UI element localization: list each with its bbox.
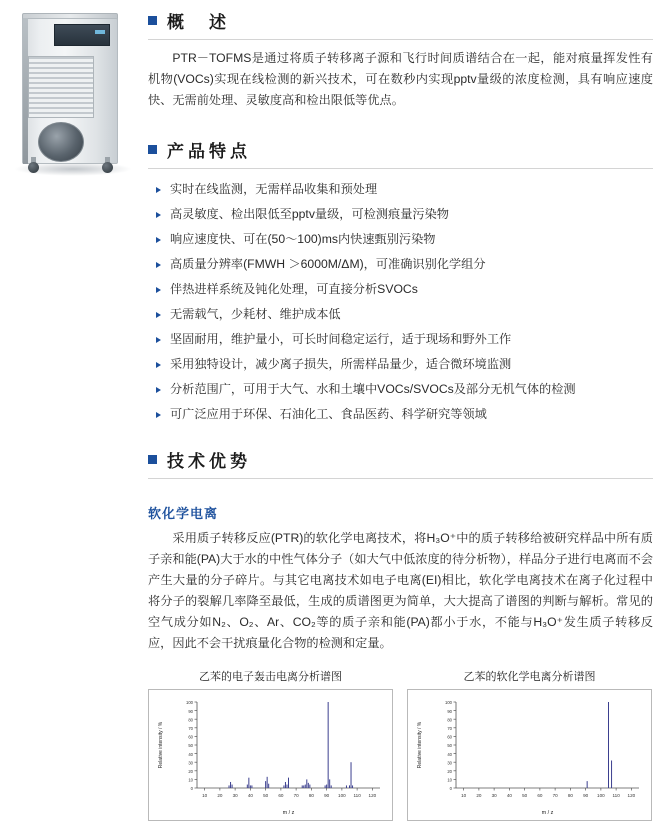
list-item: 坚固耐用，维护量小，可长时间稳定运行，适于现场和野外工作 — [170, 327, 653, 352]
svg-text:50: 50 — [522, 793, 528, 798]
list-item: 实时在线监测，无需样品收集和预处理 — [170, 177, 653, 202]
svg-text:10: 10 — [461, 793, 467, 798]
bullet-square-icon — [148, 455, 157, 464]
pump-unit — [38, 122, 84, 162]
module-rack — [28, 56, 94, 118]
section-features — [148, 137, 653, 427]
svg-text:60: 60 — [278, 793, 284, 798]
section-advantages-paragraph: 采用质子转移反应(PTR)的软化学电离技术，将H₃O⁺中的质子转移给被研究样品中所有质子亲和能(PA)大于水的中性气体分子（如大气中低浓度的待分析物），样品分子进行电离而不会产生大量的分子碎片。与其它电离技术如电子电离(EI)相比，软化学电离技术在离子化过程中将分子的裂解几率降至最低，生成的质谱图更为简单，大大提高了谱图的判断与解析。常见的空气成分如N₂、O₂、Ar、CO₂等的质子亲和能(PA)都小于水，不能与H₃O⁺发生质子转移反应，因此不会干扰痕量化合物的检测和定量。 — [148, 531, 653, 650]
section-advantages-title: 技术优势 — [167, 452, 251, 471]
svg-text:20: 20 — [447, 769, 452, 774]
section-advantages-header — [148, 447, 653, 472]
divider — [148, 168, 653, 169]
svg-text:70: 70 — [552, 793, 558, 798]
section-overview — [148, 8, 653, 111]
chart-ptr-title: 乙苯的软化学电离分析谱图 — [463, 671, 596, 683]
svg-text:30: 30 — [447, 760, 452, 766]
svg-text:40: 40 — [247, 793, 253, 798]
svg-text:110: 110 — [353, 793, 361, 798]
list-item: 采用独特设计，减少离子损失，所需样品量少，适合微环境监测 — [170, 352, 653, 377]
chart-ei — [148, 668, 393, 821]
svg-text:110: 110 — [612, 793, 620, 798]
list-item: 高灵敏度、检出限低至pptv量级，可检测痕量污染物 — [170, 202, 653, 227]
caster-wheel — [102, 162, 113, 173]
svg-text:100: 100 — [445, 700, 452, 706]
svg-text:20: 20 — [217, 793, 223, 798]
feature-list — [148, 177, 653, 427]
svg-text:40: 40 — [506, 793, 512, 798]
svg-text:10: 10 — [447, 777, 452, 783]
svg-text:50: 50 — [263, 793, 269, 798]
svg-text:Relative intensity / %: Relative intensity / % — [158, 721, 164, 769]
section-features-header — [148, 137, 653, 162]
content-column — [148, 0, 653, 821]
list-item: 无需载气，少耗材、维护成本低 — [170, 302, 653, 327]
svg-text:Relative intensity / %: Relative intensity / % — [417, 721, 423, 769]
bullet-square-icon — [148, 145, 157, 154]
svg-text:20: 20 — [188, 769, 193, 774]
svg-text:10: 10 — [188, 777, 193, 783]
section-features-title: 产品特点 — [167, 142, 251, 161]
subsection-title: 软化学电离 — [148, 506, 219, 521]
svg-text:70: 70 — [188, 726, 193, 731]
svg-text:30: 30 — [232, 793, 238, 798]
svg-text:40: 40 — [188, 751, 193, 757]
svg-text:40: 40 — [447, 751, 452, 757]
svg-text:50: 50 — [447, 743, 452, 749]
list-item: 高质量分辨率(FMWH ＞6000M/ΔM)，可准确识别化学组分 — [170, 252, 653, 277]
divider — [148, 39, 653, 40]
svg-text:70: 70 — [293, 793, 299, 798]
chart-row — [148, 668, 653, 821]
section-overview-header — [148, 8, 653, 33]
control-panel — [54, 24, 110, 46]
svg-text:m / z: m / z — [541, 810, 554, 816]
product-photo — [8, 10, 138, 185]
section-overview-paragraph: PTR－TOFMS是通过将质子转移离子源和飞行时间质谱结合在一起，能对痕量挥发性有机物(VOCs)实现在线检测的新兴技术，可在数秒内实现pptv量级的浓度检测，具有响应速度快、无需前处理、灵敏度高和检出限低等优点。 — [148, 51, 653, 107]
list-item: 分析范围广，可用于大气、水和土壤中VOCs/SVOCs及部分无机气体的检测 — [170, 377, 653, 402]
section-overview-title: 概 述 — [167, 13, 230, 32]
chart-ei-title: 乙苯的电子轰击电离分析谱图 — [199, 671, 342, 683]
svg-text:60: 60 — [447, 734, 452, 740]
svg-text:80: 80 — [188, 717, 193, 723]
svg-text:120: 120 — [368, 793, 377, 798]
chart-ptr-plot — [407, 689, 652, 821]
svg-text:0: 0 — [449, 786, 452, 792]
svg-text:50: 50 — [188, 743, 193, 749]
svg-text:60: 60 — [537, 793, 543, 798]
svg-text:90: 90 — [188, 708, 193, 714]
section-advantages — [148, 447, 653, 821]
caster-wheel — [28, 162, 39, 173]
svg-text:80: 80 — [308, 793, 314, 798]
svg-text:80: 80 — [567, 793, 573, 798]
svg-text:30: 30 — [188, 760, 193, 766]
svg-text:120: 120 — [627, 793, 636, 798]
bullet-square-icon — [148, 16, 157, 25]
svg-text:90: 90 — [447, 708, 452, 714]
svg-text:10: 10 — [202, 793, 208, 798]
list-item: 伴热进样系统及钝化处理，可直接分析SVOCs — [170, 277, 653, 302]
svg-text:100: 100 — [338, 793, 346, 798]
svg-text:m / z: m / z — [282, 810, 295, 816]
svg-text:80: 80 — [447, 717, 452, 723]
chart-ptr — [407, 668, 652, 821]
svg-text:30: 30 — [491, 793, 497, 798]
chart-ei-svg — [153, 694, 388, 818]
svg-text:70: 70 — [447, 726, 452, 731]
chart-ei-plot — [148, 689, 393, 821]
svg-text:60: 60 — [188, 734, 193, 740]
svg-text:20: 20 — [476, 793, 482, 798]
svg-text:0: 0 — [190, 786, 193, 792]
svg-text:90: 90 — [324, 793, 330, 798]
list-item: 可广泛应用于环保、石油化工、食品医药、科学研究等领域 — [170, 402, 653, 427]
svg-text:100: 100 — [597, 793, 605, 798]
divider — [148, 478, 653, 479]
svg-text:100: 100 — [186, 700, 193, 706]
svg-text:90: 90 — [583, 793, 589, 798]
list-item: 响应速度快、可在(50～100)ms内快速甄别污染物 — [170, 227, 653, 252]
chart-ptr-svg — [412, 694, 647, 818]
